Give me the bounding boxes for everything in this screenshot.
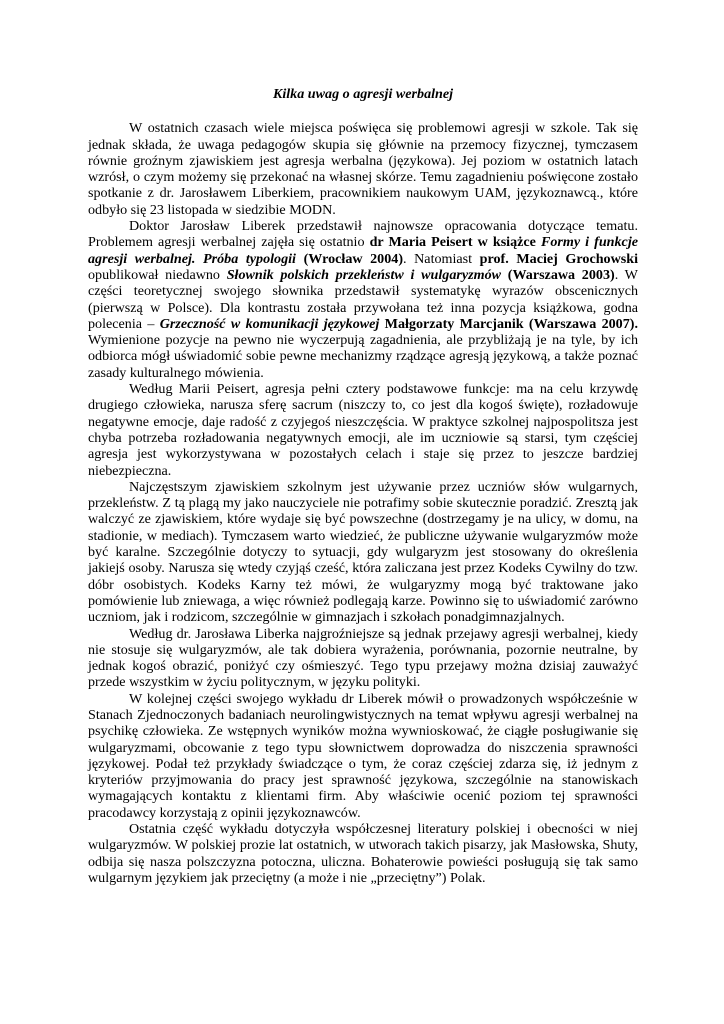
author-name-bold: dr Maria Peisert w książce	[369, 234, 541, 251]
paragraph-text: Według Marii Peisert, agresja pełni cztery podstawowe funkcje: ma na celu krzywdę drugiego człowieka, narusza sferę sacrum (niszczy to, co jest dla kogoś święte), rozładowuje negatywne emocje, daje radość z czyjegoś nieszczęścia. W praktyce szkolnej najpospolitsza jest chyba potrzeba rozładowania negatywnych emocji, ale im uczniowie są starsi, tym częściej agresja jest wykorzystywana w pozostałych celach i staje się przez to jeszcze bardziej niebezpieczna.	[88, 381, 638, 479]
paragraph-text: . Natomiast	[403, 250, 480, 267]
paragraph-text: W ostatnich czasach wiele miejsca poświęca się problemowi agresji w szkole. Tak się jednak składa, że uwaga pedagogów skupia się głównie na przemocy fizycznej, tymczasem równie groźnym zjawiskiem jest agresja werbalna (językowa). Jej poziom w ostatnich latach wzrósł, o czym możemy się przekonać na własnej skórze. Temu zagadnieniu poświęcone zostało spotkanie z dr. Jarosławem Liberkiem, pracownikiem naukowym UAM, językoznawcą., które odbyło się 23 listopada w siedzibie MODN.	[88, 120, 638, 218]
book-title: Formy i funkcje agresji werbalnej. Próba typologii	[88, 234, 638, 267]
document-page	[88, 86, 638, 886]
paragraph-text: Według dr. Jarosława Liberka najgroźniejsze są jednak przejawy agresji werbalnej, kiedy nie stosuje się wulgaryzmów, ale tak dobiera wyrażenia, porównania, pozornie neutralne, by jednak kogoś obrazić, poniżyć czy ośmieszyć. Tego typu przejawy można dzisiaj zauważyć przede wszystkim w życiu politycznym, w języku polityki.	[88, 625, 638, 691]
author-name-bold: prof. Maciej Grochowski	[479, 250, 639, 267]
book-title: Słownik polskich przekleństw i wulgaryzmów	[226, 266, 502, 283]
document-title: Kilka uwag o agresji werbalnej	[272, 86, 454, 102]
paragraph-text: . W części teoretycznej swojego słownika przedstawił systematykę wyrazów obscenicznych (pierwszą w Polsce). Dla kontrastu została przywołana też inna pozycja książkowa, godna polecenia –	[88, 266, 638, 332]
book-title: Grzeczność w komunikacji językowej	[159, 315, 380, 332]
publication-info: (Warszawa 2003)	[501, 266, 615, 283]
paragraph-7	[88, 821, 638, 886]
paragraph-text: Najczęstszym zjawiskiem szkolnym jest używanie przez uczniów słów wulgarnych, przekleństw. Z tą plagą my jako nauczyciele nie potrafimy sobie skutecznie poradzić. Zresztą jak walczyć ze zjawiskiem, które wydaje się być powszechne (dostrzegamy je na ulicy, w domu, na stadionie, w mediach). Tymczasem warto wiedzieć, że publiczne używanie wulgaryzmów może być karalne. Szczególnie dotyczy to sytuacji, gdy wulgaryzm jest stosowany do określenia jakiejś osoby. Narusza się wtedy czyjąś cześć, która zaliczana jest przez Kodeks Cywilny do tzw. dóbr osobistych. Kodeks Karny też mówi, że wulgaryzmy mogą być traktowane jako pomówienie lub zniewaga, a więc również podlegają karze. Powinno się to uświadomić zarówno uczniom, jak i rodzicom, szczególnie w gimnazjach i szkołach ponadgimnazjalnych.	[88, 478, 638, 626]
paragraph-text: Wymienione pozycje na pewno nie wyczerpują zagadnienia, ale przybliżają je na tyle, by ich odbiorca mógł uświadomić sobie pewne mechanizmy rządzące agresją językową, a także poznać zasady kulturalnego mówienia.	[88, 332, 638, 381]
paragraph-5	[88, 626, 638, 691]
paragraph-2	[88, 218, 638, 381]
paragraph-6	[88, 691, 638, 821]
paragraph-text: W kolejnej części swojego wykładu dr Liberek mówił o prowadzonych współcześnie w Stanach Zjednoczonych badaniach neurolingwistycznych na temat wpływu agresji werbalnej na psychikę człowieka. Ze wstępnych wyników można wywnioskować, że ciągłe posługiwanie się wulgaryzmami, obcowanie z tego typu słownictwem doprowadza do niszczenia sprawności językowej. Podał też przykłady świadczące o tym, że coraz częściej zdarza się, iż jednym z kryteriów przyjmowania do pracy jest sprawność językowa, szczególnie na stanowiskach wymagających kontaktu z klientami firm. Aby właściwie ocenić poziom tej sprawności pracodawcy korzystają z opinii językoznawców.	[88, 690, 638, 821]
paragraph-text: opublikował niedawno	[88, 266, 227, 283]
paragraph-text: Doktor Jarosław Liberek przedstawił najnowsze opracowania dotyczące tematu. Problemem agresji werbalnej zajęła się ostatnio	[88, 218, 638, 251]
paragraph-1	[88, 120, 638, 218]
paragraph-4	[88, 479, 638, 626]
publication-info: (Wrocław 2004)	[295, 250, 404, 267]
paragraph-text: Ostatnia część wykładu dotyczyła współczesnej literatury polskiej i obecności w niej wulgaryzmów. W polskiej prozie lat ostatnich, w utworach takich pisarzy, jak Masłowska, Shuty, odbija się nasza polszczyzna potoczna, uliczna. Bohaterowie powieści posługują się tak samo wulgarnym językiem jak przeciętny (a może i nie „przeciętny”) Polak.	[88, 821, 638, 886]
publication-info: Małgorzaty Marcjanik (Warszawa 2007).	[379, 315, 638, 332]
paragraph-3	[88, 381, 638, 479]
